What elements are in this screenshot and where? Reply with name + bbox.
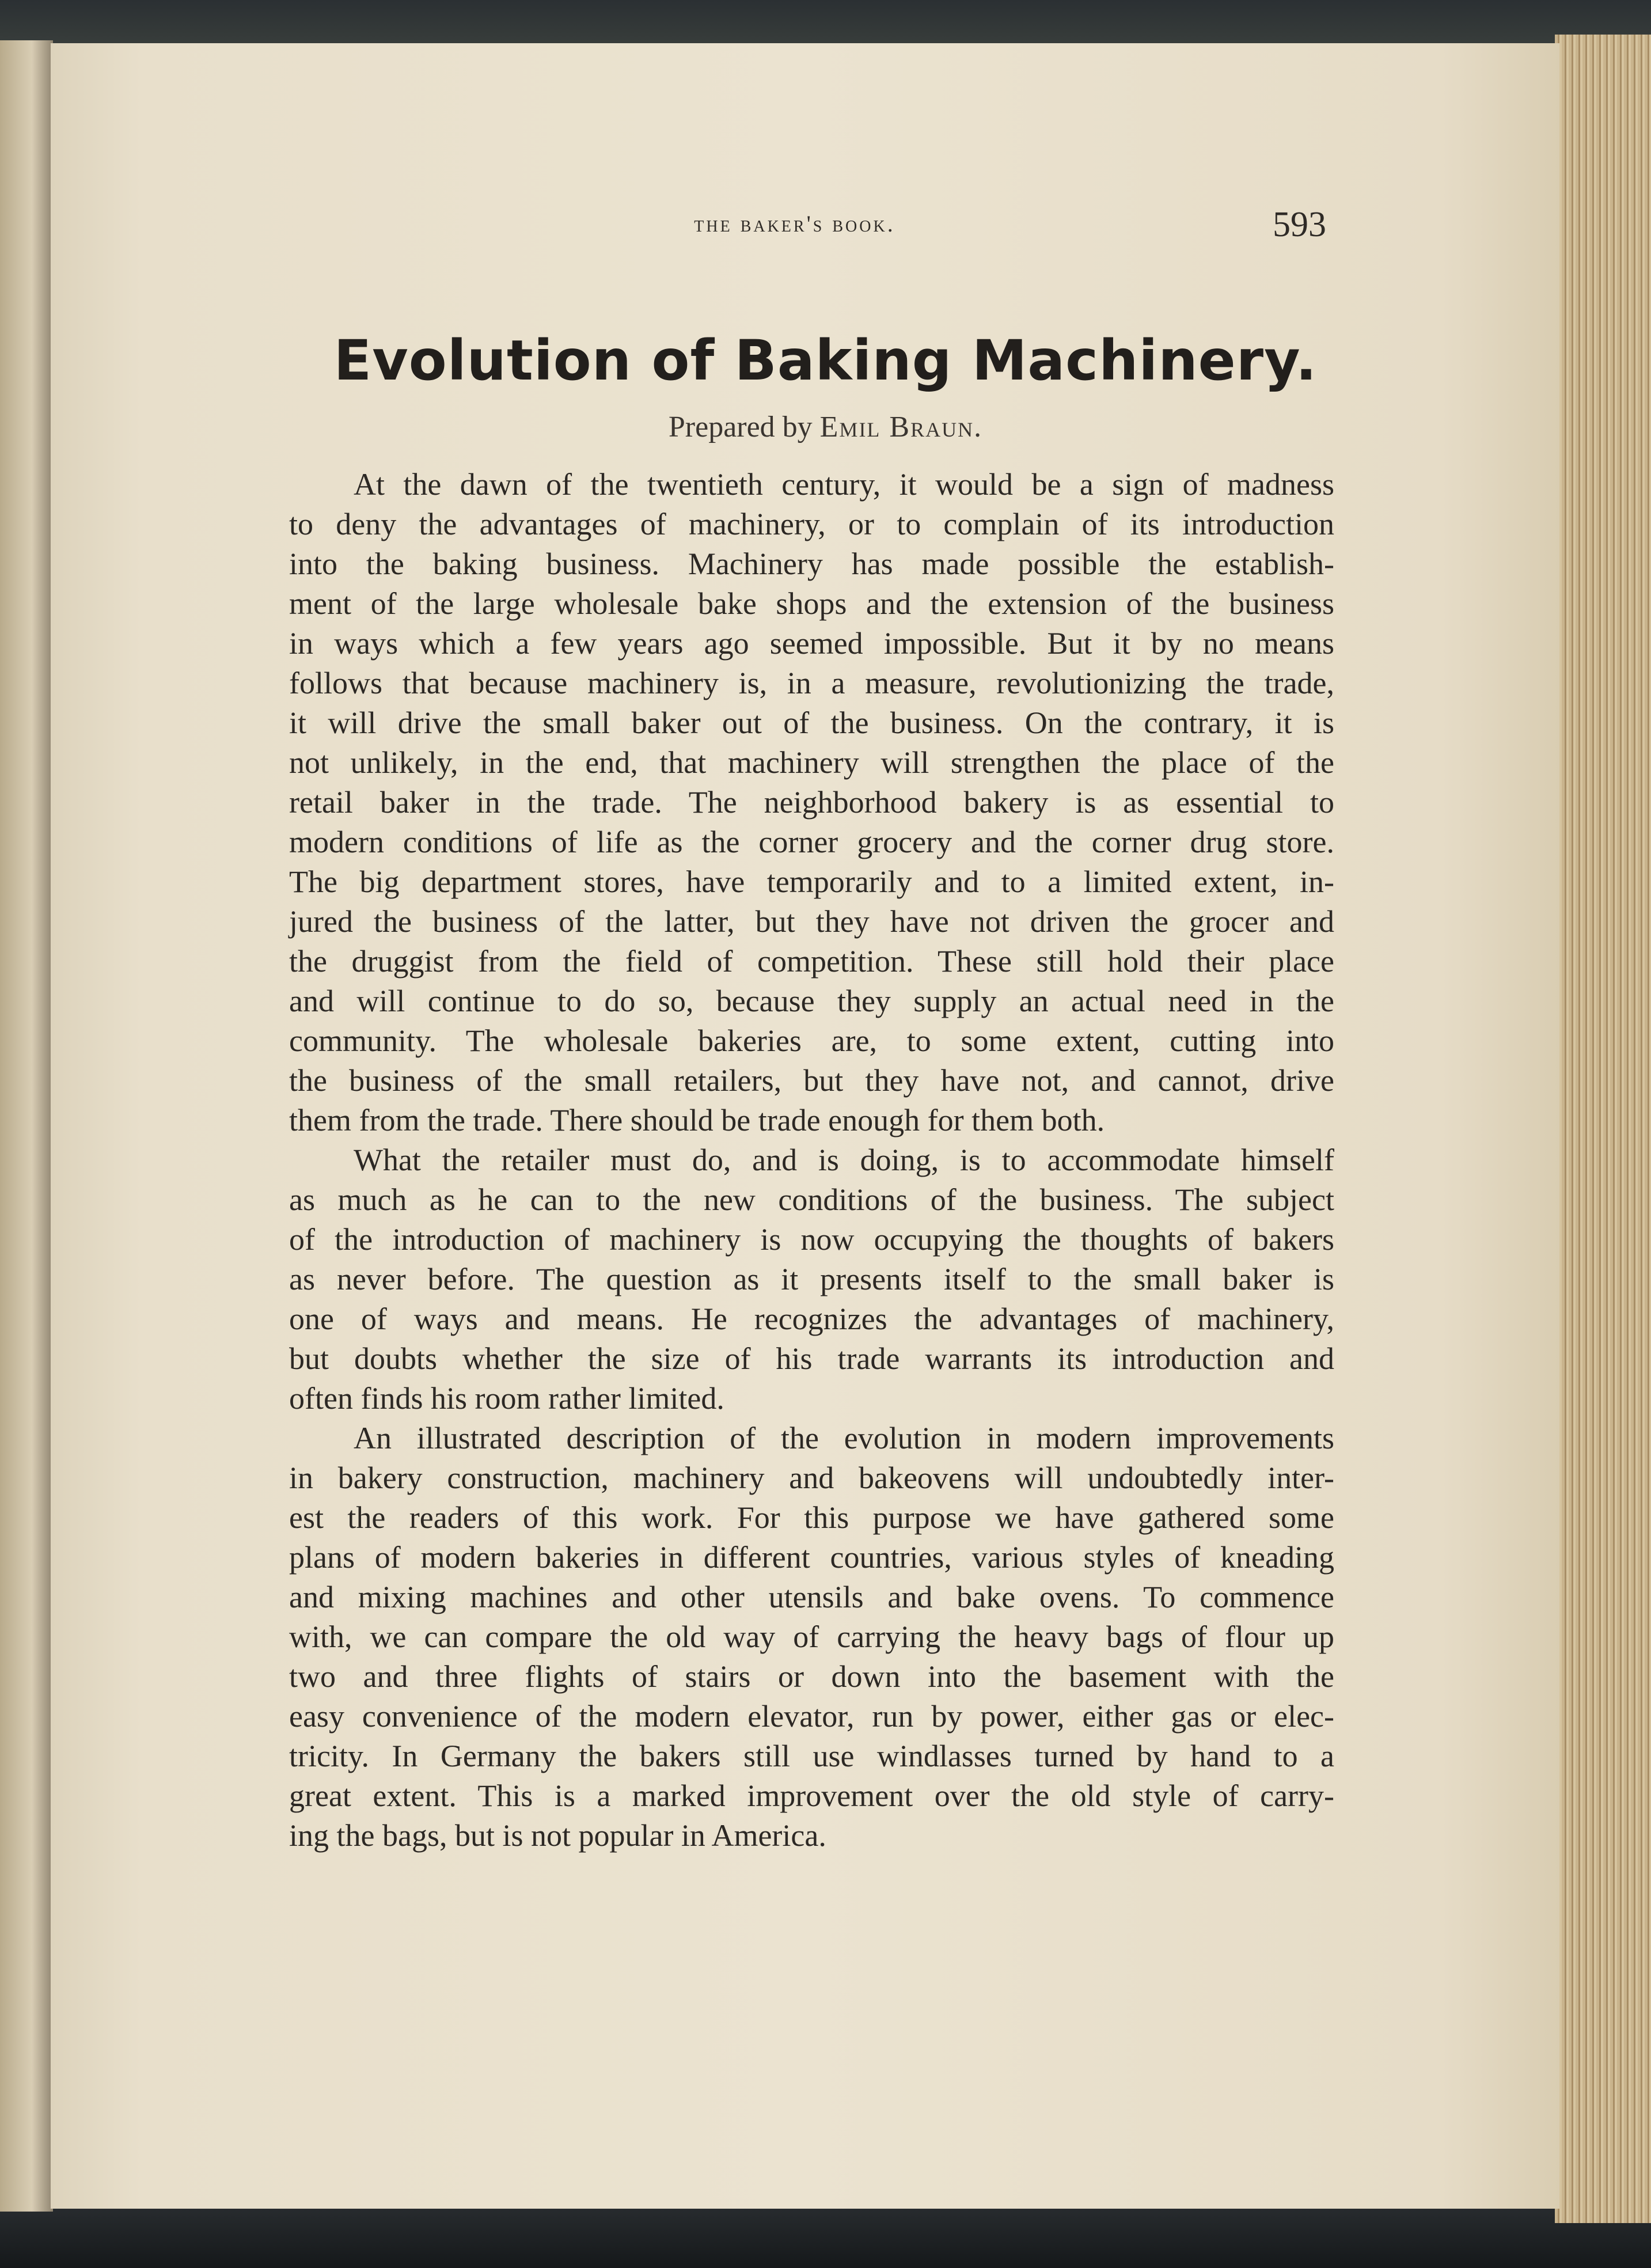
paragraph <box>289 1419 1334 1856</box>
text-line: them from the trade. There should be trade enough for them both. <box>289 1103 1105 1137</box>
text-line: ing the bags, but is not popular in America. <box>289 1818 826 1853</box>
article-body <box>289 465 1334 1856</box>
text-line: The big department stores, have temporarily and to a limited extent, in- <box>289 864 1334 899</box>
running-title: the baker's book. <box>694 211 895 237</box>
text-line: into the baking business. Machinery has made possible the establish- <box>289 547 1334 581</box>
text-line: est the readers of this work. For this purpose we have gathered some <box>289 1500 1334 1535</box>
text-line: in bakery construction, machinery and bakeovens will undoubtedly inter- <box>289 1461 1334 1495</box>
text-line: not unlikely, in the end, that machinery will strengthen the place of the <box>289 745 1334 780</box>
text-line: follows that because machinery is, in a measure, revolutionizing the trade, <box>289 666 1334 700</box>
text-line: At the dawn of the twentieth century, it would be a sign of madness <box>354 467 1334 502</box>
text-line: An illustrated description of the evolution in modern improvements <box>354 1421 1334 1455</box>
text-line: but doubts whether the size of his trade warrants its introduction and <box>289 1341 1334 1376</box>
text-line: one of ways and means. He recognizes the advantages of machinery, <box>289 1302 1334 1336</box>
text-line: plans of modern bakeries in different countries, various styles of kneading <box>289 1540 1334 1575</box>
text-line: of the introduction of machinery is now occupying the thoughts of bakers <box>289 1222 1334 1257</box>
text-line: ment of the large wholesale bake shops and the extension of the business <box>289 586 1334 621</box>
text-line: with, we can compare the old way of carrying the heavy bags of flour up <box>289 1620 1334 1654</box>
text-line: jured the business of the latter, but they have not driven the grocer and <box>289 904 1334 939</box>
text-line: and will continue to do so, because they supply an actual need in the <box>289 984 1334 1018</box>
text-line: easy convenience of the modern elevator, run by power, either gas or elec- <box>289 1699 1334 1734</box>
text-line: often finds his room rather limited. <box>289 1381 724 1416</box>
text-line: as much as he can to the new conditions of the business. The subject <box>289 1182 1334 1217</box>
text-line: great extent. This is a marked improvement over the old style of carry- <box>289 1778 1334 1813</box>
text-line: What the retailer must do, and is doing, is to accommodate himself <box>354 1143 1334 1177</box>
text-line: to deny the advantages of machinery, or to complain of its introduction <box>289 507 1334 541</box>
paragraph <box>289 1140 1334 1419</box>
byline-prefix: Prepared by <box>668 411 813 443</box>
text-line: modern conditions of life as the corner grocery and the corner drug store. <box>289 825 1334 859</box>
page-number: 593 <box>1273 205 1326 244</box>
text-line: it will drive the small baker out of the business. On the contrary, it is <box>289 706 1334 740</box>
paragraph <box>289 465 1334 1140</box>
text-line: retail baker in the trade. The neighborhood bakery is as essential to <box>289 785 1334 820</box>
article-title: Evolution of Baking Machinery. <box>333 328 1318 393</box>
text-line: in ways which a few years ago seemed impossible. But it by no means <box>289 626 1334 661</box>
text-line: as never before. The question as it presents itself to the small baker is <box>289 1262 1334 1296</box>
author-name: Emil Braun. <box>819 411 983 443</box>
text-line: two and three flights of stairs or down into the basement with the <box>289 1659 1334 1694</box>
text-line: the business of the small retailers, but they have not, and cannot, drive <box>289 1063 1334 1098</box>
byline <box>0 410 1651 444</box>
text-line: community. The wholesale bakeries are, to some extent, cutting into <box>289 1023 1334 1058</box>
text-line: the druggist from the field of competition. These still hold their place <box>289 944 1334 978</box>
book-cover-bottom <box>0 2200 1651 2268</box>
text-line: and mixing machines and other utensils and bake ovens. To commence <box>289 1580 1334 1614</box>
text-line: tricity. In Germany the bakers still use windlasses turned by hand to a <box>289 1739 1334 1773</box>
